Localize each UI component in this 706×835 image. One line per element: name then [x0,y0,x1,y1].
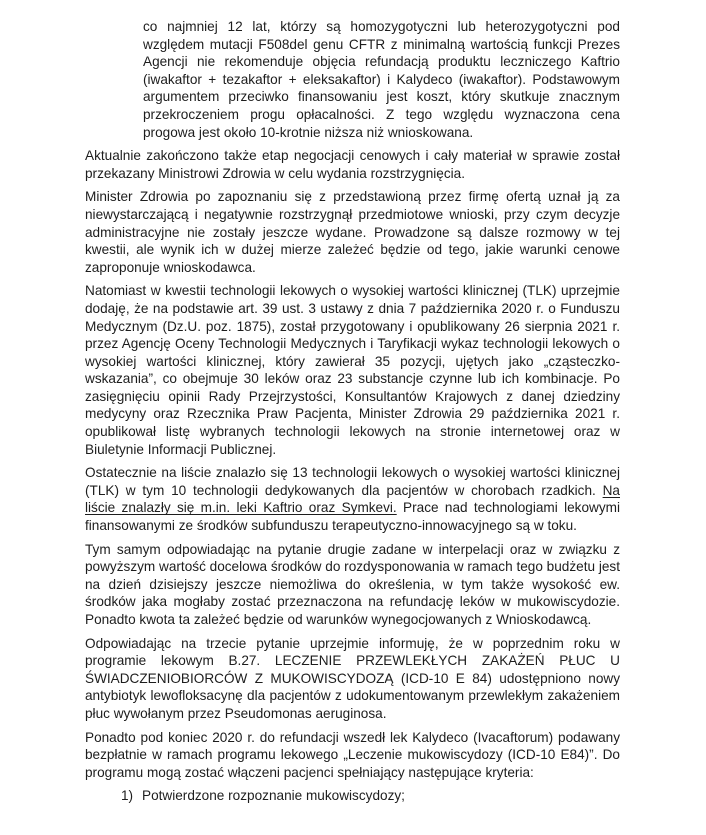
paragraph [85,464,620,534]
paragraph [85,635,620,723]
underlined-text: Na liście znalazły się m.in. leki Kaftrio oraz Symkevi. [85,482,620,516]
text-run: Ponadto pod koniec 2020 r. do refundacji wszedł lek Kalydeco (Ivacaftorum) podawany bezpłatnie w ramach programu lekowego „Leczenie mukowiscydozy (ICD-10 E84)”. Do programu mogą zostać włączeni pacjenci spełniający następujące kryteria: [85,729,620,780]
paragraph [85,147,620,182]
text-run: Tym samym odpowiadając na pytanie drugie zadane w interpelacji oraz w związku z powyższym wartość docelowa środków do rozdysponowania w ramach tego budżetu jest na dzień dzisiejszy jeszcze niemożliwa do określenia, w tym także wysokość ew. środków jaka mogłaby zostać przeznaczona na refundację leków w mukowiscydozie. Ponadto kwota ta zależeć będzie od warunków wynegocjowanych z Wnioskodawcą. [85,541,620,627]
text-run: Minister Zdrowia po zapoznaniu się z przedstawioną przez firmę ofertą uznał ją za niewystarczającą i negatywnie rozstrzygnął przedmiotowe wnioski, przy czym decyzje administracyjne nie zostały jeszcze wydane. Prowadzone są dalsze rozmowy w tej kwestii, ale wynik ich w dużej mierze zależeć będzie od tego, jakie warunki cenowe zaproponuje wnioskodawca. [85,189,620,275]
paragraph [85,188,620,276]
text-run: Odpowiadając na trzecie pytanie uprzejmie informuję, że w poprzednim roku w programie lekowym B.27. LECZENIE PRZEWLEKŁYCH ZAKAŻEŃ PŁUC U ŚWIADCZENIOBIORCÓW Z MUKOWISCYDOZĄ (ICD-10 E 84) udostępniono nowy antybiotyk lewofloksacynę dla pacjentów z udokumentowanym przewlekłym zakażeniem płuc wywołanym przez Pseudomonas aeruginosa. [85,635,620,721]
text-run: Prace nad technologiami lekowymi finansowanymi ze środków subfunduszu terapeutyczno-innowacyjnego są w toku. [85,500,620,534]
paragraph [85,541,620,629]
document-text-block [85,18,620,811]
paragraph [85,729,620,782]
list-item-number: 1) [121,788,134,804]
text-run: Ostatecznie na liście znalazło się 13 technologii lekowych o wysokiej wartości klinicznej (TLK) w tym 10 technologii dedykowanych dla pacjentów w chorobach rzadkich. [85,465,620,498]
text-run: Natomiast w kwestii technologii lekowych o wysokiej wartości klinicznej (TLK) uprzejmie dodaję, że na podstawie art. 39 ust. 3 ustawy z dnia 7 października 2020 r. o Funduszu Medycznym (Dz.U. poz. 1875), został przygotowany i opublikowany 26 sierpnia 2021 r. przez Agencję Oceny Technologii Medycznych i Taryfikacji wykaz technologii lekowych o wysokiej wartości klinicznej, który zawierał 35 pozycji, ujętych jako „cząsteczko-wskazania”, co obejmuje 30 leków oraz 23 substancje czynne lub ich kombinacje. Po zasięgnięciu opinii Rady Przejrzystości, Konsultantów Krajowych z danej dziedziny medycyny oraz Rzecznika Praw Pacjenta, Minister Zdrowia 29 października 2021 r. opublikował listę wybranych technologii lekowych na stronie internetowej oraz w Biuletynie Informacji Publicznej. [85,283,620,457]
paragraph [85,282,620,458]
list-item [121,787,620,805]
text-run: Potwierdzone rozpoznanie mukowiscydozy; [142,788,405,804]
paragraph [143,18,620,141]
text-run: Aktualnie zakończono także etap negocjacji cenowych i cały materiał w sprawie został przekazany Ministrowi Zdrowia w celu wydania rozstrzygnięcia. [85,148,620,181]
text-run: co najmniej 12 lat, którzy są homozygotyczni lub heterozygotyczni pod względem mutacji F508del genu CFTR z minimalną wartością funkcji Prezes Agencji nie rekomenduje objęcia refundacją produktu leczniczego Kaftrio (iwakaftor + tezakaftor + eleksakaftor) i Kalydeco (iwakaftor). Podstawowym argumentem przeciwko finansowaniu jest koszt, który skutkuje znacznym przekroczeniem progu opłacalności. Z tego względu wyznaczona cena progowa jest około 10-krotnie niższa niż wnioskowana. [143,19,620,140]
